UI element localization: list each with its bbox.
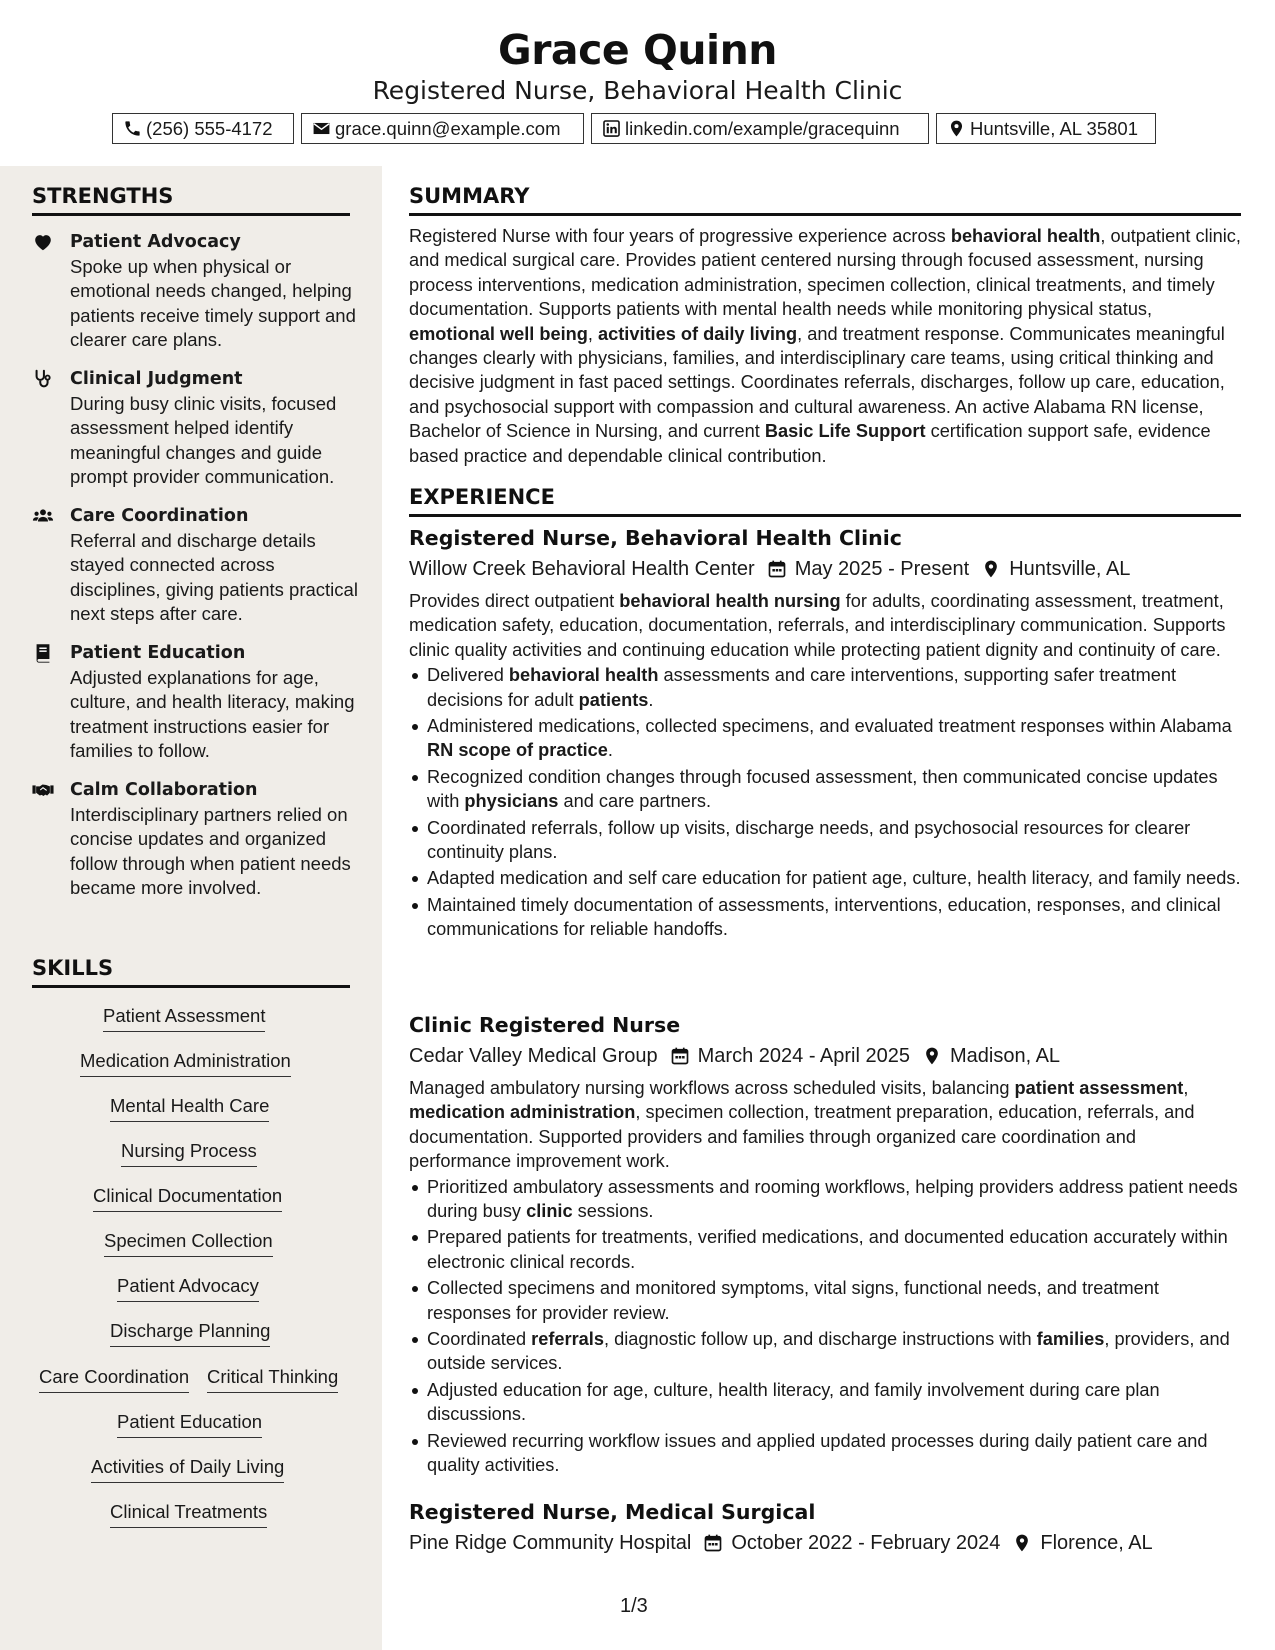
- contact-email[interactable]: [301, 113, 584, 144]
- job-entry: [409, 1499, 1241, 1557]
- strength-desc: Spoke up when physical or emotional needs changed, helping patients receive timely support and clearer care plans.: [70, 256, 356, 350]
- job-bullet: Prepared patients for treatments, verified medications, and documented education accurately within electronic clinical records.: [409, 1225, 1241, 1274]
- calendar-icon: [670, 1046, 690, 1066]
- job-title: Clinic Registered Nurse: [409, 1013, 681, 1037]
- job-bullet: Administered medications, collected specimens, and evaluated treatment responses within Alabama RN scope of practice.: [409, 714, 1241, 763]
- heart-icon: [32, 231, 54, 253]
- strength-item: [32, 778, 362, 900]
- summary-text: Registered Nurse with four years of progressive experience across behavioral health, outpatient clinic, and medical surgical care. Provides patient centered nursing through focused assessment, nursing process interventions, medication administration, specimen collection, clinical treatments, and timely documentation. Supports patients with mental health needs while monitoring physical status, emotional well being, activities of daily living, and treatment response. Communicates meaningful changes clearly with physicians, families, and interdisciplinary care teams, using critical thinking and decisive judgment in fast paced settings. Coordinates referrals, discharges, follow up care, education, and psychosocial support with compassion and cultural awareness. An active Alabama RN license, Bachelor of Science in Nursing, and current Basic Life Support certification support safe, evidence based practice and dependable clinical contribution.: [409, 226, 1241, 466]
- job-bullet: Adapted medication and self care education for patient age, culture, health literacy, and family needs.: [409, 866, 1241, 890]
- strength-desc: Interdisciplinary partners relied on concise updates and organized follow through when patient needs became more involved.: [70, 804, 351, 898]
- skill-tag: Patient Education: [117, 1410, 262, 1438]
- strength-item: [32, 367, 362, 489]
- job-bullet: Coordinated referrals, diagnostic follow up, and discharge instructions with families, providers, and outside services.: [409, 1327, 1241, 1376]
- skill-tag: Medication Administration: [80, 1049, 291, 1077]
- contact-phone[interactable]: [112, 113, 294, 144]
- job-company: Pine Ridge Community Hospital: [409, 1532, 692, 1554]
- job-dates: October 2022 - February 2024: [731, 1532, 1001, 1554]
- job-location: Madison, AL: [949, 1045, 1061, 1067]
- map-pin-icon: [947, 119, 966, 138]
- email-text: grace.quinn@example.com: [335, 117, 561, 139]
- job-bullets: [409, 663, 1241, 941]
- linkedin-text: linkedin.com/example/gracequinn: [625, 117, 900, 139]
- job-bullet: Maintained timely documentation of assessments, interventions, education, responses, and clinical communications for reliable handoffs.: [409, 893, 1241, 942]
- job-meta: [409, 1529, 1241, 1557]
- candidate-title: Registered Nurse, Behavioral Health Clinic: [372, 76, 903, 105]
- map-pin-icon: [981, 559, 1001, 579]
- stethoscope-icon: [32, 368, 54, 390]
- job-bullet: Adjusted education for age, culture, health literacy, and family involvement during care plan discussions.: [409, 1378, 1241, 1427]
- strength-name: Clinical Judgment: [70, 369, 243, 389]
- job-bullet: Recognized condition changes through focused assessment, then communicated concise updates with physicians and care partners.: [409, 765, 1241, 814]
- job-description: Provides direct outpatient behavioral health nursing for adults, coordinating assessment, treatment, medication safety, education, documentation, referrals, and interdisciplinary communication. Supports clinic quality activities and continuing education while protecting patient dignity and continuity of care.: [409, 591, 1226, 660]
- strength-name: Care Coordination: [70, 506, 249, 526]
- job-bullet: Prioritized ambulatory assessments and rooming workflows, helping providers address patient needs during busy clinic sessions.: [409, 1175, 1241, 1224]
- job-dates: March 2024 - April 2025: [697, 1045, 910, 1067]
- calendar-icon: [703, 1533, 723, 1553]
- skill-tag: Nursing Process: [121, 1139, 257, 1167]
- handshake-icon: [32, 779, 54, 801]
- sidebar: [0, 166, 382, 1650]
- job-meta: [409, 1042, 1241, 1070]
- users-icon: [32, 505, 54, 527]
- contact-linkedin[interactable]: [591, 113, 929, 144]
- linkedin-icon: [602, 119, 621, 138]
- skill-tag: Mental Health Care: [110, 1094, 269, 1122]
- strength-name: Patient Advocacy: [70, 232, 241, 252]
- skill-tag: Activities of Daily Living: [91, 1455, 284, 1483]
- skill-tag: Care Coordination: [39, 1365, 189, 1393]
- main-content: [382, 166, 1275, 1650]
- job-bullets: [409, 1175, 1241, 1478]
- job-bullet: Collected specimens and monitored symptoms, vital signs, functional needs, and treatment responses for provider review.: [409, 1276, 1241, 1325]
- skill-tag: Patient Advocacy: [117, 1274, 259, 1302]
- job-location: Huntsville, AL: [1009, 558, 1131, 580]
- phone-text: (256) 555-4172: [146, 117, 273, 139]
- job-bullet: Coordinated referrals, follow up visits, discharge needs, and psychosocial resources for clearer continuity plans.: [409, 816, 1241, 865]
- contact-location: [936, 113, 1156, 144]
- strength-item: [32, 641, 362, 763]
- strength-item: [32, 230, 362, 352]
- contact-bar: [0, 113, 1275, 145]
- skill-tag: Discharge Planning: [110, 1319, 270, 1347]
- job-title: Registered Nurse, Medical Surgical: [409, 1500, 816, 1524]
- skill-tag: Specimen Collection: [104, 1229, 273, 1257]
- resume-header: [0, 0, 1275, 166]
- summary-heading: SUMMARY: [409, 183, 1241, 216]
- job-bullet: Delivered behavioral health assessments and care interventions, supporting safer treatment decisions for adult patients.: [409, 663, 1241, 712]
- strength-desc: Adjusted explanations for age, culture, and health literacy, making treatment instructions easier for families to follow.: [70, 667, 355, 761]
- job-company: Cedar Valley Medical Group: [409, 1045, 658, 1067]
- skill-tag: Patient Assessment: [103, 1004, 265, 1032]
- skills-heading: SKILLS: [32, 955, 350, 988]
- job-company: Willow Creek Behavioral Health Center: [409, 558, 755, 580]
- job-location: Florence, AL: [1040, 1532, 1153, 1554]
- job-title: Registered Nurse, Behavioral Health Clinic: [409, 526, 902, 550]
- calendar-icon: [767, 559, 787, 579]
- job-entry: [409, 1012, 1241, 1480]
- strength-desc: Referral and discharge details stayed connected across disciplines, giving patients practical next steps after care.: [70, 530, 358, 624]
- strengths-heading: STRENGTHS: [32, 183, 350, 216]
- skill-tag: Critical Thinking: [207, 1365, 338, 1393]
- map-pin-icon: [922, 1046, 942, 1066]
- phone-icon: [123, 119, 142, 138]
- strength-name: Calm Collaboration: [70, 780, 258, 800]
- job-dates: May 2025 - Present: [794, 558, 970, 580]
- strength-desc: During busy clinic visits, focused assessment helped identify meaningful changes and guide prompt provider communication.: [70, 393, 337, 487]
- strength-item: [32, 504, 362, 626]
- location-text: Huntsville, AL 35801: [970, 117, 1138, 139]
- job-description: Managed ambulatory nursing workflows across scheduled visits, balancing patient assessment, medication administration, specimen collection, treatment preparation, education, referrals, and documentation. Supported providers and families through organized care coordination and performance improvement work.: [409, 1078, 1195, 1172]
- skill-tag: Clinical Treatments: [110, 1500, 267, 1528]
- book-icon: [32, 642, 54, 664]
- strength-name: Patient Education: [70, 643, 246, 663]
- candidate-name: Grace Quinn: [498, 26, 777, 74]
- job-bullet: Reviewed recurring workflow issues and applied updated processes during daily patient care and quality activities.: [409, 1429, 1241, 1478]
- job-meta: [409, 555, 1241, 583]
- experience-heading: EXPERIENCE: [409, 484, 1241, 517]
- skill-tag: Clinical Documentation: [93, 1184, 282, 1212]
- job-entry: [409, 525, 1241, 944]
- page-number: 1/3: [620, 1595, 648, 1617]
- map-pin-icon: [1012, 1533, 1032, 1553]
- envelope-icon: [312, 119, 331, 138]
